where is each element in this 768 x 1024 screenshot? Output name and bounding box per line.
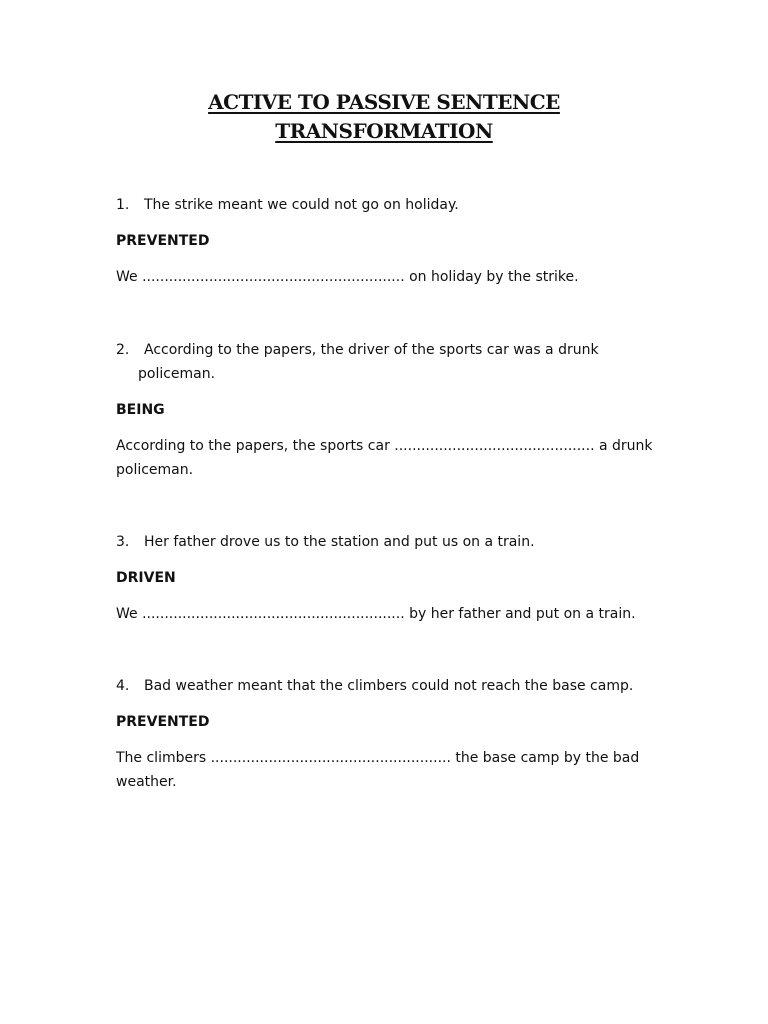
item-answer-line: We ........................................................... by her father and put on a train. bbox=[116, 606, 636, 622]
item-question: According to the papers, the driver of the sports car was a drunk bbox=[144, 342, 599, 358]
item-answer-line-continued: weather. bbox=[116, 774, 177, 790]
item-keyword: BEING bbox=[116, 402, 165, 418]
item-question: Her father drove us to the station and put us on a train. bbox=[144, 534, 535, 550]
item-number: 1. bbox=[116, 197, 130, 213]
item-answer-line: We ........................................................... on holiday by the strike. bbox=[116, 269, 579, 285]
item-answer-line-continued: policeman. bbox=[116, 462, 194, 478]
item-number: 4. bbox=[116, 678, 130, 694]
title-line-2: TRANSFORMATION bbox=[275, 119, 493, 143]
item-keyword: PREVENTED bbox=[116, 233, 210, 249]
item-keyword: DRIVEN bbox=[116, 570, 176, 586]
item-number: 3. bbox=[116, 534, 130, 550]
item-number: 2. bbox=[116, 342, 130, 358]
item-question: The strike meant we could not go on holiday. bbox=[144, 197, 459, 213]
item-question-continued: policeman. bbox=[138, 366, 216, 382]
item-question: Bad weather meant that the climbers could not reach the base camp. bbox=[144, 678, 634, 694]
item-keyword: PREVENTED bbox=[116, 714, 210, 730]
title-line-1: ACTIVE TO PASSIVE SENTENCE bbox=[208, 90, 560, 114]
item-answer-line: According to the papers, the sports car ............................................. a drunk bbox=[116, 438, 653, 454]
item-answer-line: The climbers ...................................................... the base camp by the bad bbox=[116, 750, 640, 766]
